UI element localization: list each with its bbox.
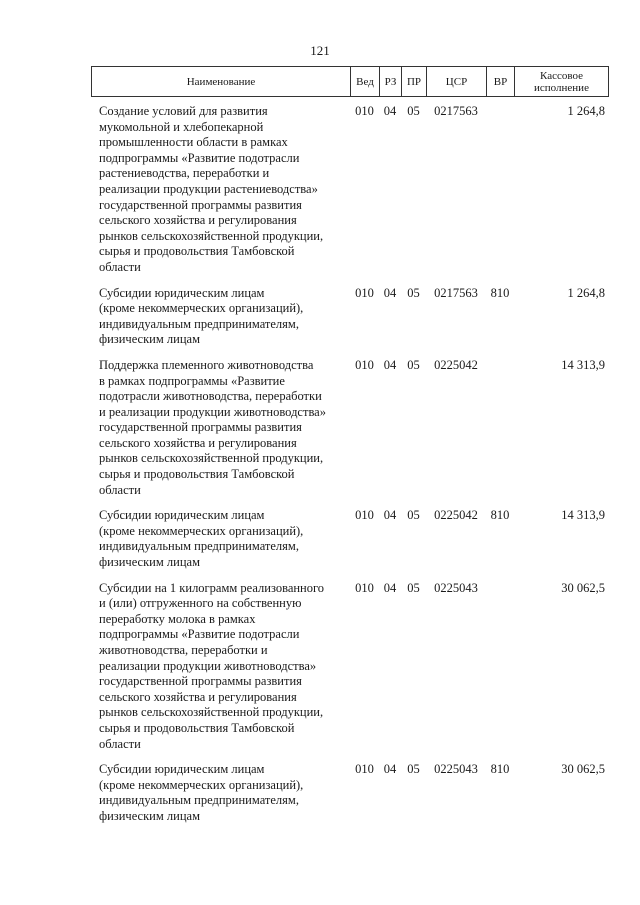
row-rz: 04 [383, 285, 397, 300]
page-number: 121 [310, 43, 330, 58]
row-rz: 04 [383, 580, 397, 595]
row-amount: 1 264,8 [567, 104, 605, 118]
table-header [91, 66, 609, 97]
header-pr: ПР [402, 67, 427, 96]
row-ved: 010 [355, 508, 374, 523]
row-csr: 0225043 [434, 762, 478, 777]
row-amount: 14 313,9 [561, 508, 605, 523]
row-ved: 010 [355, 580, 374, 595]
row-csr: 0217563 [434, 285, 478, 300]
row-rz: 04 [383, 104, 397, 118]
row-pr: 05 [407, 285, 420, 300]
row-amount: 1 264,8 [567, 285, 605, 300]
row-pr: 05 [407, 762, 420, 777]
table-row [91, 762, 609, 824]
row-amount: 30 062,5 [561, 762, 605, 777]
row-vr [486, 581, 514, 753]
header-csr: ЦСР [427, 67, 487, 96]
table-row [91, 581, 609, 753]
header-rz: РЗ [380, 67, 402, 96]
row-name: Субсидии юридическим лицам (кроме некоммерческих организаций), индивидуальным предпринимателям, физическим лицам [99, 508, 304, 570]
row-amount: 30 062,5 [561, 580, 605, 595]
table-row [91, 508, 609, 570]
table-row [91, 358, 609, 498]
row-pr: 05 [407, 357, 420, 372]
header-vr: ВР [487, 67, 515, 96]
row-rz: 04 [383, 762, 397, 777]
row-name: Субсидии юридическим лицам (кроме некоммерческих организаций), индивидуальным предпринимателям, физическим лицам [99, 762, 304, 823]
row-rz: 04 [383, 508, 397, 523]
row-vr: 810 [490, 508, 510, 523]
header-name: Наименование [92, 67, 351, 96]
row-csr: 0217563 [434, 104, 478, 118]
row-ved: 010 [355, 104, 374, 118]
row-vr: 810 [490, 285, 510, 300]
row-vr [486, 104, 514, 276]
row-vr: 810 [490, 762, 510, 777]
row-csr: 0225043 [434, 580, 478, 595]
row-rz: 04 [383, 357, 397, 372]
row-name: Поддержка племенного животноводства в рамках подпрограммы «Развитие подотрасли животноводства, переработки и реализации продукции животноводства» государственной программы развития сельского хозяйства и регулирования рынков сельскохозяйственной продукции, сырья и продовольствия Тамбовской области [99, 357, 326, 497]
row-name: Создание условий для развития мукомольной и хлебопекарной промышленности области в рамках подпрограммы «Развитие подотрасли растениеводства, переработки и реализации продукции растениеводства» государственной программы развития сельского хозяйства и регулирования рынков сельскохозяйственной продукции, сырья и продовольствия Тамбовской области [99, 104, 324, 274]
row-pr: 05 [407, 580, 420, 595]
row-csr: 0225042 [434, 508, 478, 523]
row-name: Субсидии на 1 килограмм реализованного и (или) отгруженного на собственную переработку молока в рамках подпрограммы «Развитие подотрасли животноводства, переработки и реализации продукции животноводства» государственной программы развития сельского хозяйства и регулирования рынков сельскохозяйственной продукции, сырья и продовольствия Тамбовской области [99, 580, 325, 751]
table-body [91, 104, 609, 835]
row-ved: 010 [355, 285, 374, 300]
header-ved: Вед [351, 67, 380, 96]
row-ved: 010 [355, 357, 374, 372]
row-csr: 0225042 [434, 357, 478, 372]
table-row [91, 104, 609, 276]
row-ved: 010 [355, 762, 374, 777]
header-amount: Кассовое исполнение [534, 69, 589, 94]
row-name: Субсидии юридическим лицам (кроме некоммерческих организаций), индивидуальным предпринимателям, физическим лицам [99, 285, 304, 347]
row-pr: 05 [407, 508, 420, 523]
row-amount: 14 313,9 [561, 357, 605, 372]
table-row [91, 286, 609, 348]
row-pr: 05 [407, 104, 420, 118]
row-vr [486, 358, 514, 498]
